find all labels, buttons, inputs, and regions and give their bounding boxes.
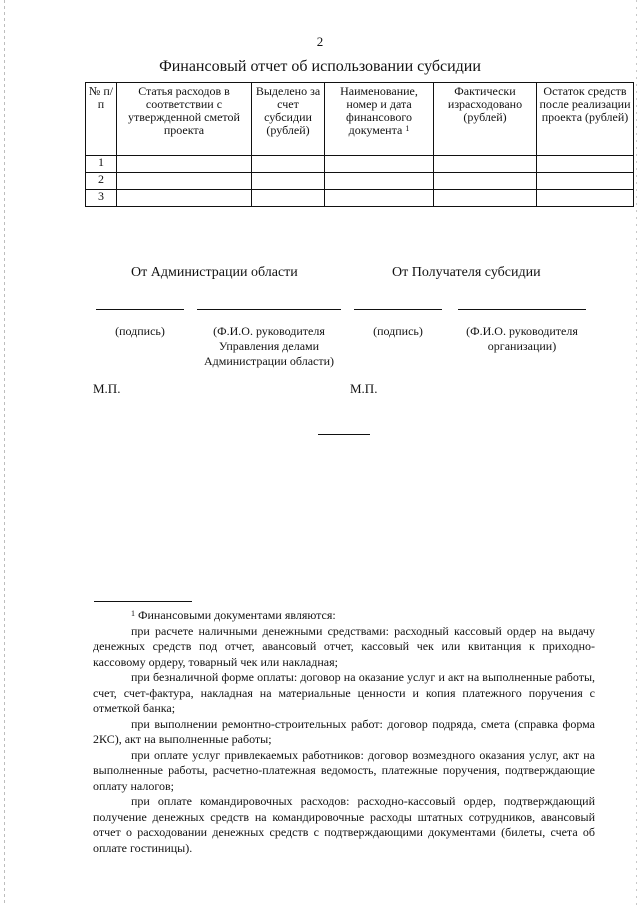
page-number: 2 bbox=[316, 34, 324, 49]
table-cell bbox=[325, 173, 434, 190]
recipient-signature-caption: (подпись) bbox=[373, 324, 423, 338]
footnote-item: при оплате услуг привлекаемых работников: договор возмездного оказания услуг, акт на выполненные работы, расчетно-платежная ведомость, платежные поручения, подтверждающие оплату налогов; bbox=[93, 747, 595, 793]
col-header-spent: Фактически израсходовано (рублей) bbox=[434, 83, 537, 156]
recipient-side-heading: От Получателя субсидии bbox=[392, 265, 541, 280]
table-cell bbox=[434, 190, 537, 207]
table-cell bbox=[434, 173, 537, 190]
admin-stamp-place: М.П. bbox=[93, 381, 121, 396]
report-title: Финансовый отчет об использовании субсидии bbox=[159, 58, 481, 75]
col-header-document: Наименование, номер и дата финансового документа $^1$ bbox=[325, 83, 434, 156]
footnote bbox=[93, 608, 595, 856]
admin-signature-line bbox=[96, 309, 184, 310]
table-cell bbox=[537, 156, 634, 173]
recipient-name-line bbox=[458, 309, 586, 310]
col-header-allocated: Выделено за счет субсидии (рублей) bbox=[252, 83, 325, 156]
footnote-item: при выполнении ремонтно-строительных работ: договор подряда, смета (справка форма 2КС), акт на выполненные работы; bbox=[93, 716, 595, 746]
recipient-stamp-place: М.П. bbox=[350, 381, 378, 396]
table-row bbox=[86, 190, 634, 207]
recipient-signature-line bbox=[354, 309, 442, 310]
table-cell bbox=[252, 173, 325, 190]
admin-side-heading: От Администрации области bbox=[131, 265, 298, 280]
footnote-separator bbox=[94, 601, 192, 602]
table-cell bbox=[325, 190, 434, 207]
scan-edge-left bbox=[4, 0, 5, 905]
table-cell bbox=[252, 190, 325, 207]
recipient-name-caption: (Ф.И.О. руководителя организации) bbox=[466, 324, 578, 353]
table-cell: 3 bbox=[86, 190, 117, 207]
table-cell bbox=[252, 156, 325, 173]
footnote-item: при безналичной форме оплаты: договор на оказание услуг и акт на выполненные работы, счет, счет-фактура, накладная на материальные ценности и копия платежного поручения с отметкой банка; bbox=[93, 670, 595, 715]
table-row bbox=[86, 156, 634, 173]
table-row bbox=[86, 173, 634, 190]
table-cell: 1 bbox=[86, 156, 117, 173]
table-cell bbox=[434, 156, 537, 173]
col-header-number: № п/п bbox=[86, 83, 117, 156]
admin-signature-caption: (подпись) bbox=[115, 324, 165, 338]
footnote-intro: $^1$ Финансовыми документами являются: bbox=[131, 608, 336, 622]
footnote-item: при оплате командировочных расходов: расходно-кассовый ордер, подтверждающий получение денежных средств на командировочные расходы штатных сотрудников, авансовый отчет о расходовании денежных средств с подтверждающими документами (билеты, счета об оплате гостиницы). bbox=[93, 794, 595, 855]
admin-name-line bbox=[197, 309, 341, 310]
table-cell bbox=[117, 173, 252, 190]
table-cell bbox=[117, 190, 252, 207]
footnote-mark: 1 bbox=[405, 124, 410, 133]
table-cell bbox=[537, 190, 634, 207]
table-cell bbox=[325, 156, 434, 173]
col-header-remainder: Остаток средств после реализации проекта (рублей) bbox=[537, 83, 634, 156]
admin-name-caption: (Ф.И.О. руководителя Управления делами Администрации области) bbox=[203, 324, 335, 368]
end-of-text-line bbox=[318, 434, 370, 435]
footnote-item: при расчете наличными денежными средствами: расходный кассовый ордер на выдачу денежных средств под отчет, авансовый отчет, кассовый чек или квитанция к приходно-кассовому ордеру, товарный чек или накладная; bbox=[93, 623, 595, 669]
scan-edge-right bbox=[636, 0, 637, 905]
financial-report-table bbox=[85, 82, 634, 207]
col-header-expense-item: Статья расходов в соответствии с утвержденной сметой проекта bbox=[117, 83, 252, 156]
table-cell: 2 bbox=[86, 173, 117, 190]
table-header-row bbox=[86, 83, 634, 156]
table-cell bbox=[117, 156, 252, 173]
table-cell bbox=[537, 173, 634, 190]
